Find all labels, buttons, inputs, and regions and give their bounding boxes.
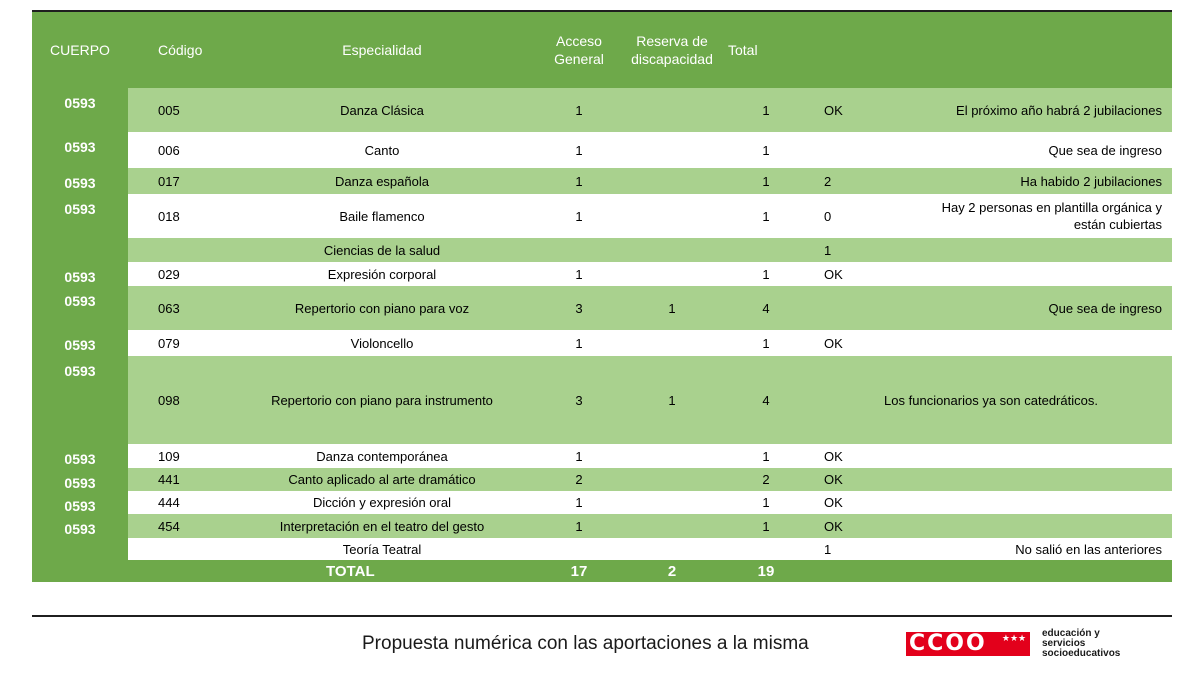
star-icon: ★★★	[1001, 633, 1027, 643]
cuerpo-cell: 0593	[32, 330, 128, 356]
codigo-cell: 029	[128, 262, 228, 286]
codigo-cell: 098	[128, 356, 228, 444]
especialidad-cell: Canto	[228, 132, 536, 168]
cuerpo-cell: 0593	[32, 514, 128, 538]
table-header-row	[32, 12, 1172, 88]
reserva-cell	[622, 168, 722, 194]
especialidad-cell: Repertorio con piano para voz	[228, 286, 536, 330]
reserva-cell	[622, 330, 722, 356]
estado-cell: 1	[810, 238, 920, 262]
logo-text-line1: educación y	[1042, 628, 1100, 639]
especialidad-cell: Repertorio con piano para instrumento	[228, 356, 536, 444]
codigo-cell: 441	[128, 468, 228, 491]
especialidad-cell: Dicción y expresión oral	[228, 491, 536, 514]
totals-reserva: 2	[622, 560, 722, 582]
reserva-cell: 1	[622, 356, 722, 444]
acceso-general-cell: 2	[536, 468, 622, 491]
table-row	[32, 286, 1172, 330]
total-cell: 1	[722, 168, 810, 194]
header-acceso-general: Acceso General	[536, 12, 622, 88]
reserva-cell	[622, 538, 722, 560]
table-row	[32, 238, 1172, 262]
totals-codigo-cell	[128, 560, 228, 582]
total-cell: 1	[722, 132, 810, 168]
comentario-cell	[920, 330, 1172, 356]
acceso-general-cell: 3	[536, 356, 622, 444]
comentario-cell: Ha habido 2 jubilaciones	[920, 168, 1172, 194]
especialidad-cell: Teoría Teatral	[228, 538, 536, 560]
comentario-cell: No salió en las anteriores	[920, 538, 1172, 560]
codigo-cell	[128, 238, 228, 262]
estado-cell: OK	[810, 444, 920, 468]
table-row	[32, 194, 1172, 238]
table-row	[32, 538, 1172, 560]
acceso-general-cell	[536, 238, 622, 262]
total-cell: 4	[722, 356, 810, 444]
reserva-cell	[622, 88, 722, 132]
comentario-cell	[920, 468, 1172, 491]
especialidad-cell: Danza española	[228, 168, 536, 194]
header-especialidad: Especialidad	[228, 12, 536, 88]
reserva-cell	[622, 491, 722, 514]
codigo-cell: 454	[128, 514, 228, 538]
total-cell: 1	[722, 194, 810, 238]
acceso-general-cell: 1	[536, 444, 622, 468]
estado-cell: 2	[810, 168, 920, 194]
table-row	[32, 491, 1172, 514]
ccoo-logo	[906, 628, 1142, 662]
acceso-general-cell: 1	[536, 88, 622, 132]
acceso-general-cell: 1	[536, 194, 622, 238]
ccoo-logo-box	[906, 632, 1030, 656]
cuerpo-cell: 0593	[32, 356, 128, 444]
totals-cuerpo-cell	[32, 560, 128, 582]
table-body	[32, 88, 1172, 560]
comentario-cell: Que sea de ingreso	[920, 286, 1172, 330]
estado-cell: OK	[810, 262, 920, 286]
header-total: Total	[722, 12, 810, 88]
logo-text-line3: socioeducativos	[1042, 648, 1121, 659]
cuerpo-cell: 0593	[32, 168, 128, 194]
totals-row	[32, 560, 1172, 582]
header-reserva-discapacidad: Reserva de discapacidad	[622, 12, 722, 88]
acceso-general-cell: 1	[536, 132, 622, 168]
comentario-cell	[920, 444, 1172, 468]
codigo-cell: 444	[128, 491, 228, 514]
ccoo-logo-letters: CCOO	[909, 631, 987, 656]
cuerpo-cell: 0593	[32, 468, 128, 491]
especialidad-cell: Violoncello	[228, 330, 536, 356]
reserva-cell	[622, 132, 722, 168]
acceso-general-cell: 1	[536, 514, 622, 538]
comentario-cell: Hay 2 personas en plantilla orgánica y están cubiertas	[920, 194, 1172, 238]
estado-cell: 0	[810, 194, 920, 238]
codigo-cell: 063	[128, 286, 228, 330]
acceso-general-cell: 1	[536, 330, 622, 356]
estado-cell: OK	[810, 468, 920, 491]
especialidad-cell: Danza Clásica	[228, 88, 536, 132]
header-cuerpo: CUERPO	[32, 12, 128, 88]
table-row	[32, 514, 1172, 538]
total-cell	[722, 538, 810, 560]
total-cell: 2	[722, 468, 810, 491]
total-cell: 1	[722, 262, 810, 286]
header-codigo: Código	[128, 12, 228, 88]
comentario-cell	[920, 262, 1172, 286]
totals-acceso: 17	[536, 560, 622, 582]
especialidad-cell: Danza contemporánea	[228, 444, 536, 468]
estado-cell	[810, 132, 920, 168]
especialidad-cell: Canto aplicado al arte dramático	[228, 468, 536, 491]
total-cell: 1	[722, 330, 810, 356]
especialidad-cell: Interpretación en el teatro del gesto	[228, 514, 536, 538]
reserva-cell	[622, 514, 722, 538]
comentario-cell	[920, 491, 1172, 514]
cuerpo-cell: 0593	[32, 88, 128, 132]
table-row	[32, 88, 1172, 132]
reserva-cell	[622, 468, 722, 491]
totals-comentario-cell	[920, 560, 1172, 582]
cuerpo-cell: 0593	[32, 132, 128, 168]
reserva-cell	[622, 444, 722, 468]
codigo-cell: 079	[128, 330, 228, 356]
reserva-cell	[622, 262, 722, 286]
plazas-table-container	[32, 12, 1172, 582]
totals-total: 19	[722, 560, 810, 582]
header-estado	[810, 12, 920, 88]
table-row	[32, 468, 1172, 491]
estado-cell	[810, 286, 920, 330]
table-row	[32, 330, 1172, 356]
estado-cell: OK	[810, 514, 920, 538]
estado-cell: 1	[810, 538, 920, 560]
table-row	[32, 444, 1172, 468]
acceso-general-cell: 1	[536, 262, 622, 286]
especialidad-cell: Ciencias de la salud	[228, 238, 536, 262]
cuerpo-cell: 0593	[32, 194, 128, 238]
table-row	[32, 262, 1172, 286]
acceso-general-cell: 3	[536, 286, 622, 330]
reserva-cell	[622, 194, 722, 238]
comentario-cell: El próximo año habrá 2 jubilaciones	[920, 88, 1172, 132]
table-bottom-rule	[32, 615, 1172, 617]
ccoo-logo-text	[1042, 629, 1120, 659]
cuerpo-cell: 0593	[32, 262, 128, 286]
total-cell: 1	[722, 491, 810, 514]
codigo-cell	[128, 538, 228, 560]
table-row	[32, 356, 1172, 444]
table-row	[32, 132, 1172, 168]
total-cell: 1	[722, 514, 810, 538]
estado-cell: OK	[810, 330, 920, 356]
total-cell: 1	[722, 88, 810, 132]
comentario-cell	[920, 514, 1172, 538]
total-cell	[722, 238, 810, 262]
totals-estado-cell	[810, 560, 920, 582]
cuerpo-cell: 0593	[32, 491, 128, 514]
acceso-general-cell: 1	[536, 491, 622, 514]
plazas-table	[32, 12, 1172, 582]
header-comentario	[920, 12, 1172, 88]
estado-cell: OK	[810, 491, 920, 514]
cuerpo-cell: 0593	[32, 444, 128, 468]
codigo-cell: 109	[128, 444, 228, 468]
comentario-cell: Los funcionarios ya son catedráticos.	[810, 356, 1172, 444]
acceso-general-cell	[536, 538, 622, 560]
logo-text-line2: servicios	[1042, 638, 1086, 649]
estado-cell: OK	[810, 88, 920, 132]
cuerpo-cell	[32, 238, 128, 262]
comentario-cell: Que sea de ingreso	[920, 132, 1172, 168]
total-cell: 4	[722, 286, 810, 330]
total-cell: 1	[722, 444, 810, 468]
codigo-cell: 006	[128, 132, 228, 168]
especialidad-cell: Expresión corporal	[228, 262, 536, 286]
slide-caption: Propuesta numérica con las aportaciones a la misma	[362, 633, 809, 654]
reserva-cell	[622, 238, 722, 262]
totals-label: TOTAL	[228, 560, 536, 582]
especialidad-cell: Baile flamenco	[228, 194, 536, 238]
cuerpo-cell	[32, 538, 128, 560]
acceso-general-cell: 1	[536, 168, 622, 194]
codigo-cell: 018	[128, 194, 228, 238]
comentario-cell	[920, 238, 1172, 262]
codigo-cell: 005	[128, 88, 228, 132]
table-row	[32, 168, 1172, 194]
codigo-cell: 017	[128, 168, 228, 194]
cuerpo-cell: 0593	[32, 286, 128, 330]
reserva-cell: 1	[622, 286, 722, 330]
